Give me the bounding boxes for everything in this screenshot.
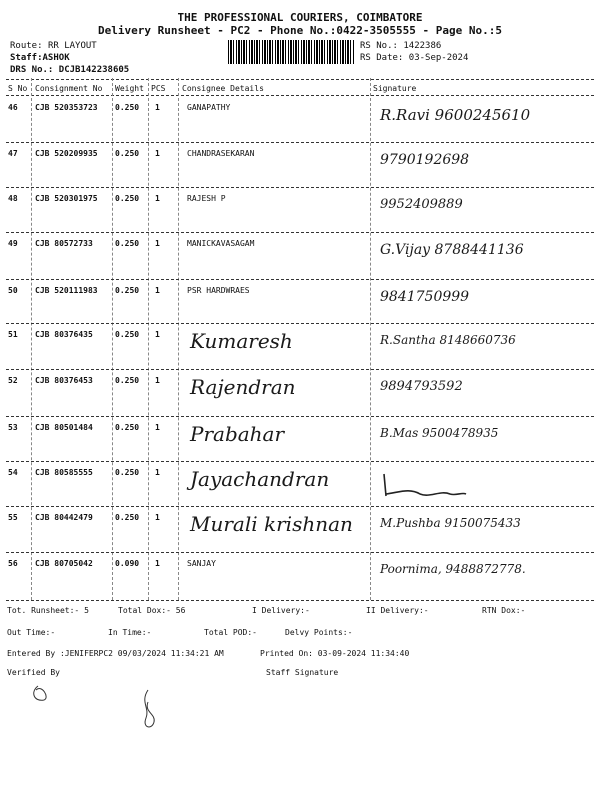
barcode [228,40,354,64]
row-sno: 54 [8,468,18,477]
row-weight: 0.250 [115,330,140,339]
row-sno: 50 [8,286,18,295]
table-row [0,506,600,552]
row-consignee-handwritten: Prabahar [190,422,285,446]
row-pcs: 1 [155,239,160,248]
tot-runsheet: Tot. Runsheet:- 5 [7,606,89,615]
row-pcs: 1 [155,103,160,112]
in-time: In Time:- [108,628,152,637]
row-signature: B.Mas 9500478935 [380,426,499,440]
row-consignment-no: CJB 520111983 [35,286,98,295]
footer-rule [6,600,594,601]
row-weight: 0.250 [115,513,140,522]
col-sno: S No [8,84,28,93]
row-weight: 0.250 [115,286,140,295]
staff-signature: Staff Signature [266,668,339,677]
col-weight: Weight [115,84,144,93]
row-signature: G.Vijay 8788441136 [380,242,524,258]
row-signature: 9952409889 [380,197,463,212]
table-row [0,461,600,506]
col-signature: Signature [373,84,417,93]
staff-line: Staff:ASHOK [10,53,70,63]
i-delivery: I Delivery:- [252,606,310,615]
table-row [0,552,600,600]
row-consignment-no: CJB 520353723 [35,103,98,112]
row-consignee: CHANDRASEKARAN [187,149,255,158]
row-pcs: 1 [155,194,160,203]
col-pcs: PCS [151,84,166,93]
row-sno: 51 [8,330,18,339]
row-pcs: 1 [155,149,160,158]
drs-line: DRS No.: DCJB142238605 [10,65,130,75]
table-row [0,279,600,323]
row-consignment-no: CJB 80572733 [35,239,93,248]
row-consignment-no: CJB 80585555 [35,468,93,477]
rtn-dox: RTN Dox:- [482,606,526,615]
row-consignee-handwritten: Jayachandran [190,467,330,491]
col-consignment: Consignment No [35,84,103,93]
total-dox: Total Dox:- 56 [118,606,186,615]
row-consignment-no: CJB 80501484 [35,423,93,432]
row-weight: 0.250 [115,149,140,158]
row-consignment-no: CJB 80442479 [35,513,93,522]
row-consignee: PSR HARDWRAES [187,286,250,295]
row-sno: 47 [8,149,18,158]
row-signature: R.Santha 8148660736 [380,333,516,347]
row-consignment-no: CJB 520301975 [35,194,98,203]
row-sno: 53 [8,423,18,432]
row-sno: 46 [8,103,18,112]
verified-by: Verified By [7,668,60,677]
runsheet-subtitle: Delivery Runsheet - PC2 - Phone No.:0422-3505555 - Page No.:5 [98,24,502,37]
row-weight: 0.250 [115,376,140,385]
row-weight: 0.250 [115,103,140,112]
row-sno: 48 [8,194,18,203]
table-row [0,96,600,142]
row-pcs: 1 [155,330,160,339]
col-consignee: Consignee Details [182,84,264,93]
row-sno: 56 [8,559,18,568]
row-pcs: 1 [155,468,160,477]
table-row [0,369,600,416]
row-consignment-no: CJB 80705042 [35,559,93,568]
row-sno: 49 [8,239,18,248]
row-signature: 9894793592 [380,379,463,394]
row-weight: 0.250 [115,194,140,203]
table-row [0,142,600,187]
table-row [0,232,600,279]
signature-scribble [380,470,470,500]
table-row [0,416,600,461]
delvy-points: Delvy Points:- [285,628,353,637]
row-weight: 0.090 [115,559,140,568]
row-consignee-handwritten: Rajendran [190,375,296,399]
row-signature: 9790192698 [380,152,470,168]
handwritten-mark [20,672,180,732]
printed-on: Printed On: 03-09-2024 11:34:40 [260,649,410,658]
row-consignment-no: CJB 520209935 [35,149,98,158]
row-pcs: 1 [155,376,160,385]
row-pcs: 1 [155,513,160,522]
header-rule-top [6,79,594,80]
row-pcs: 1 [155,423,160,432]
row-pcs: 1 [155,286,160,295]
row-consignee: GANAPATHY [187,103,231,112]
row-signature: 9841750999 [380,289,470,305]
row-sno: 55 [8,513,18,522]
out-time: Out Time:- [7,628,56,637]
row-consignee-handwritten: Murali krishnan [190,512,353,536]
route-line: Route: RR LAYOUT [10,41,97,51]
table-row [0,187,600,232]
row-weight: 0.250 [115,239,140,248]
rs-no-line: RS No.: 1422386 [360,41,442,51]
row-pcs: 1 [155,559,160,568]
total-pod: Total POD:- [204,628,257,637]
entered-by: Entered By :JENIFERPC2 09/03/2024 11:34:21 AM [7,649,224,658]
company-title: THE PROFESSIONAL COURIERS, COIMBATORE [177,11,423,24]
row-weight: 0.250 [115,423,140,432]
rs-date-line: RS Date: 03-Sep-2024 [360,53,469,63]
row-consignment-no: CJB 80376435 [35,330,93,339]
row-signature: R.Ravi 9600245610 [380,106,531,124]
row-weight: 0.250 [115,468,140,477]
ii-delivery: II Delivery:- [366,606,429,615]
row-consignee: MANICKAVASAGAM [187,239,255,248]
row-signature: Poornima, 9488872778. [380,562,526,576]
row-signature: M.Pushba 9150075433 [380,516,521,530]
row-sno: 52 [8,376,18,385]
row-consignee: RAJESH P [187,194,226,203]
row-consignee: SANJAY [187,559,216,568]
row-consignment-no: CJB 80376453 [35,376,93,385]
table-row [0,323,600,369]
row-consignee-handwritten: Kumaresh [190,329,293,353]
